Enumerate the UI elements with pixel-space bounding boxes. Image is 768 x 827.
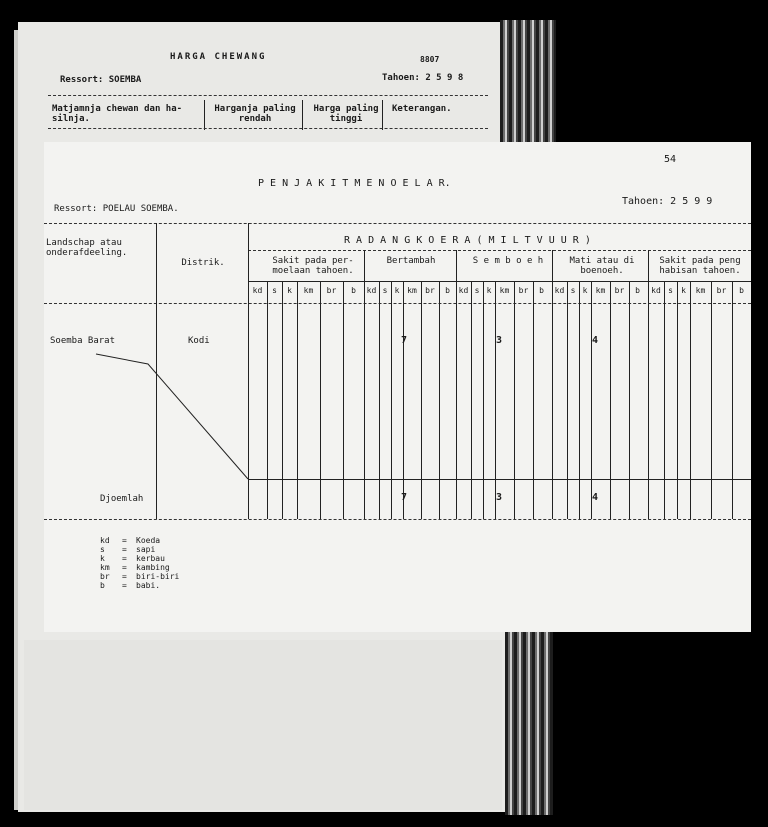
subcol-header: br: [614, 286, 625, 295]
back-sheet-year: Tahoen: 2 5 9 8: [382, 73, 464, 83]
disease-report-form: [44, 142, 751, 632]
subcol-header: br: [716, 286, 727, 295]
total-bertambah-k: 7: [401, 492, 408, 503]
subcol-header: k: [287, 286, 292, 295]
subcol-header: km: [695, 286, 706, 295]
subcol-header: br: [326, 286, 337, 295]
row-landschap: Soemba Barat: [50, 336, 116, 346]
subcol-header: kd: [458, 286, 469, 295]
legend-row: k = kerbau: [100, 554, 165, 563]
back-sheet-title: HARGA CHEWANG: [170, 52, 267, 62]
legend-row: km = kambing: [100, 563, 170, 572]
form-title: P E N J A K I T M E N O E L A R.: [258, 178, 451, 189]
back-sheet-rule: [48, 95, 488, 96]
row-mati-k: 4: [592, 335, 599, 346]
back-sheet-col-4: Keterangan.: [392, 104, 452, 114]
subcol-header: kd: [366, 286, 377, 295]
col-distrik-header: Distrik.: [181, 258, 225, 268]
subcol-header: k: [486, 286, 492, 295]
total-semboeh-k: 3: [496, 492, 503, 503]
subcol-header: km: [499, 286, 510, 295]
subcol-header: km: [303, 286, 314, 295]
back-sheet-col-3: Harga paling tinggi: [313, 104, 379, 124]
book-spine: [505, 630, 553, 815]
subcol-header: b: [351, 286, 356, 295]
row-bertambah-k: 7: [401, 335, 408, 346]
back-sheet-col-2: Harganja paling rendah: [214, 104, 296, 124]
legend-row: b = babi.: [100, 581, 161, 590]
back-sheet-divider: [382, 100, 383, 130]
subcol-header: b: [635, 286, 640, 295]
legend-row: br = biri-biri: [100, 572, 180, 581]
subcol-header: kd: [554, 286, 565, 295]
group-header-semboeh: S e m b o e h: [472, 256, 544, 266]
col-landschap-header: Landschap atau onderafdeeling.: [46, 238, 128, 258]
subcol-header: s: [272, 286, 277, 295]
group-header-bertambah: Bertambah: [386, 256, 436, 266]
subcol-header: b: [539, 286, 544, 295]
row-semboeh-k: 3: [496, 335, 503, 346]
back-sheet-resort: Ressort: SOEMBA: [60, 75, 142, 85]
subcol-header: b: [445, 286, 450, 295]
subcol-header: kd: [651, 286, 661, 295]
subcol-header: km: [595, 286, 606, 295]
subcol-header: br: [518, 286, 529, 295]
legend: [100, 536, 179, 590]
legend-row: s = sapi: [100, 545, 156, 554]
page-number: 54: [664, 154, 677, 165]
group-header-mati: Mati atau di boenoeh.: [569, 256, 635, 276]
legend-row: kd = Koeda: [100, 536, 161, 545]
total-mati-k: 4: [592, 492, 599, 503]
back-sheet-rule: [48, 128, 488, 129]
back-sheet-divider: [204, 100, 205, 130]
subcol-header: b: [739, 286, 744, 295]
back-sheet-divider: [302, 100, 303, 130]
subcol-header: br: [425, 286, 435, 295]
subcol-header: k: [582, 286, 588, 295]
subcol-header: k: [394, 286, 400, 295]
subcol-header: s: [570, 286, 576, 295]
year-label: Tahoen: 2 5 9 9: [622, 196, 713, 207]
book-spine: [500, 20, 556, 150]
subcol-header: k: [681, 286, 686, 295]
subcol-header: km: [407, 286, 417, 295]
resort-label: Ressort: POELAU SOEMBA.: [54, 204, 179, 214]
subcol-header: kd: [252, 286, 263, 295]
subcol-header: s: [668, 286, 673, 295]
subcol-header: s: [382, 286, 388, 295]
back-sheet-col-1: Matjamnja chewan dan ha-silnja.: [52, 104, 183, 124]
row-distrik: Kodi: [188, 336, 210, 346]
total-label: Djoemlah: [100, 494, 144, 504]
disease-title: R A D A N G K O E R A ( M I L T V U U R ): [344, 235, 591, 246]
subcol-header: s: [474, 286, 480, 295]
group-header-sakit-penghabisan: Sakit pada peng habisan tahoen.: [659, 256, 741, 276]
back-sheet-lower: [24, 640, 502, 810]
group-header-sakit-permoelaan: Sakit pada per-moelaan tahoen.: [272, 256, 354, 276]
back-sheet-page-number: 8807: [420, 55, 440, 64]
